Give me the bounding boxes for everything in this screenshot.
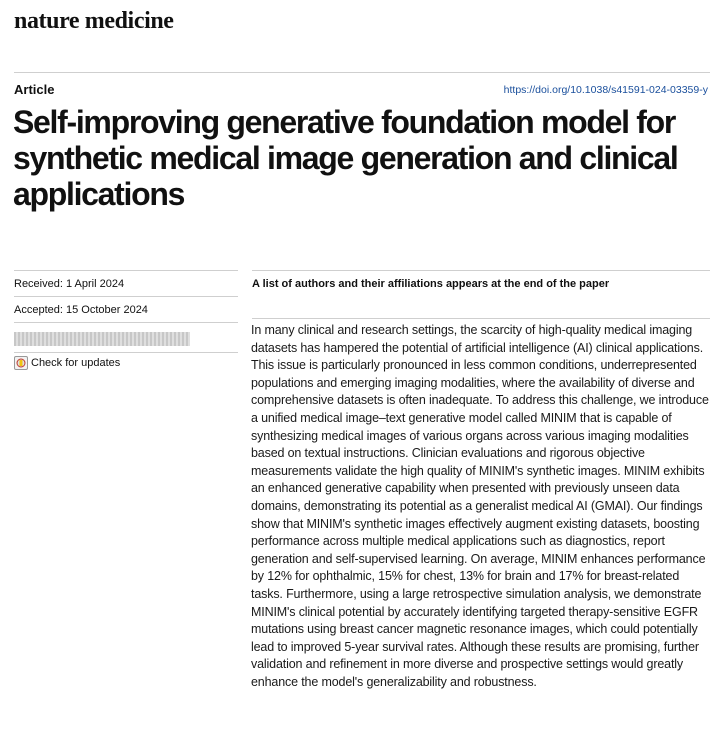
article-type: Article [14,82,55,97]
meta-divider [14,296,238,297]
doi-link[interactable]: https://doi.org/10.1038/s41591-024-03359-y [503,84,708,96]
authors-note: A list of authors and their affiliations appears at the end of the paper [252,278,610,290]
meta-divider [14,270,238,271]
abstract: In many clinical and research settings, the scarcity of high-quality medical imaging datasets has hampered the potential of artificial intelligence (AI) clinical applications. This issue is particularly pronounced in less common conditions, underrepresented populations and emerging imaging modalities, where the availability of diverse and comprehensive datasets is often inadequate. To address this challenge, we introduce a unified medical image–text generative model called MINIM that is capable of synthesizing medical images of various organs across various imaging modalities based on textual instructions. Clinician evaluations and rigorous objective measurements validate the high quality of MINIM's synthetic images. MINIM exhibits an enhanced generative capability when presented with previously unseen data domains, demonstrating its potential as a generalist medical AI (GMAI). Our findings show that MINIM's synthetic images effectively augment existing datasets, boosting performance across multiple medical applications such as diagnostics, report generation and self-supervised learning. On average, MINIM enhances performance by 12% for ophthalmic, 15% for chest, 13% for brain and 17% for breast-related tasks. Furthermore, using a large retrospective simulation analysis, we demonstrate MINIM's clinical potential by accurately identifying targeted therapy-sensitive EGFR mutations using breast cancer magnetic resonance images, which could potentially lead to improved 5-year survival rates. Although these results are promising, further validation and refinement in more diverse and prospective settings would greatly enhance the model's generalizability and robustness. [251,323,709,689]
check-for-updates-button[interactable] [14,356,120,370]
meta-divider [14,322,238,323]
redacted-citation [14,332,190,346]
check-for-updates-label: Check for updates [31,357,121,369]
authors-divider [252,270,710,271]
header-divider [14,72,710,73]
received-date: Received: 1 April 2024 [14,278,125,290]
accepted-date: Accepted: 15 October 2024 [14,304,148,316]
crossmark-icon [14,356,28,370]
article-title: Self-improving generative foundation model for synthetic medical image generation and clinical applications [13,104,678,212]
journal-logo: nature medicine [14,8,174,34]
meta-divider [14,352,238,353]
abstract-divider [252,318,710,319]
